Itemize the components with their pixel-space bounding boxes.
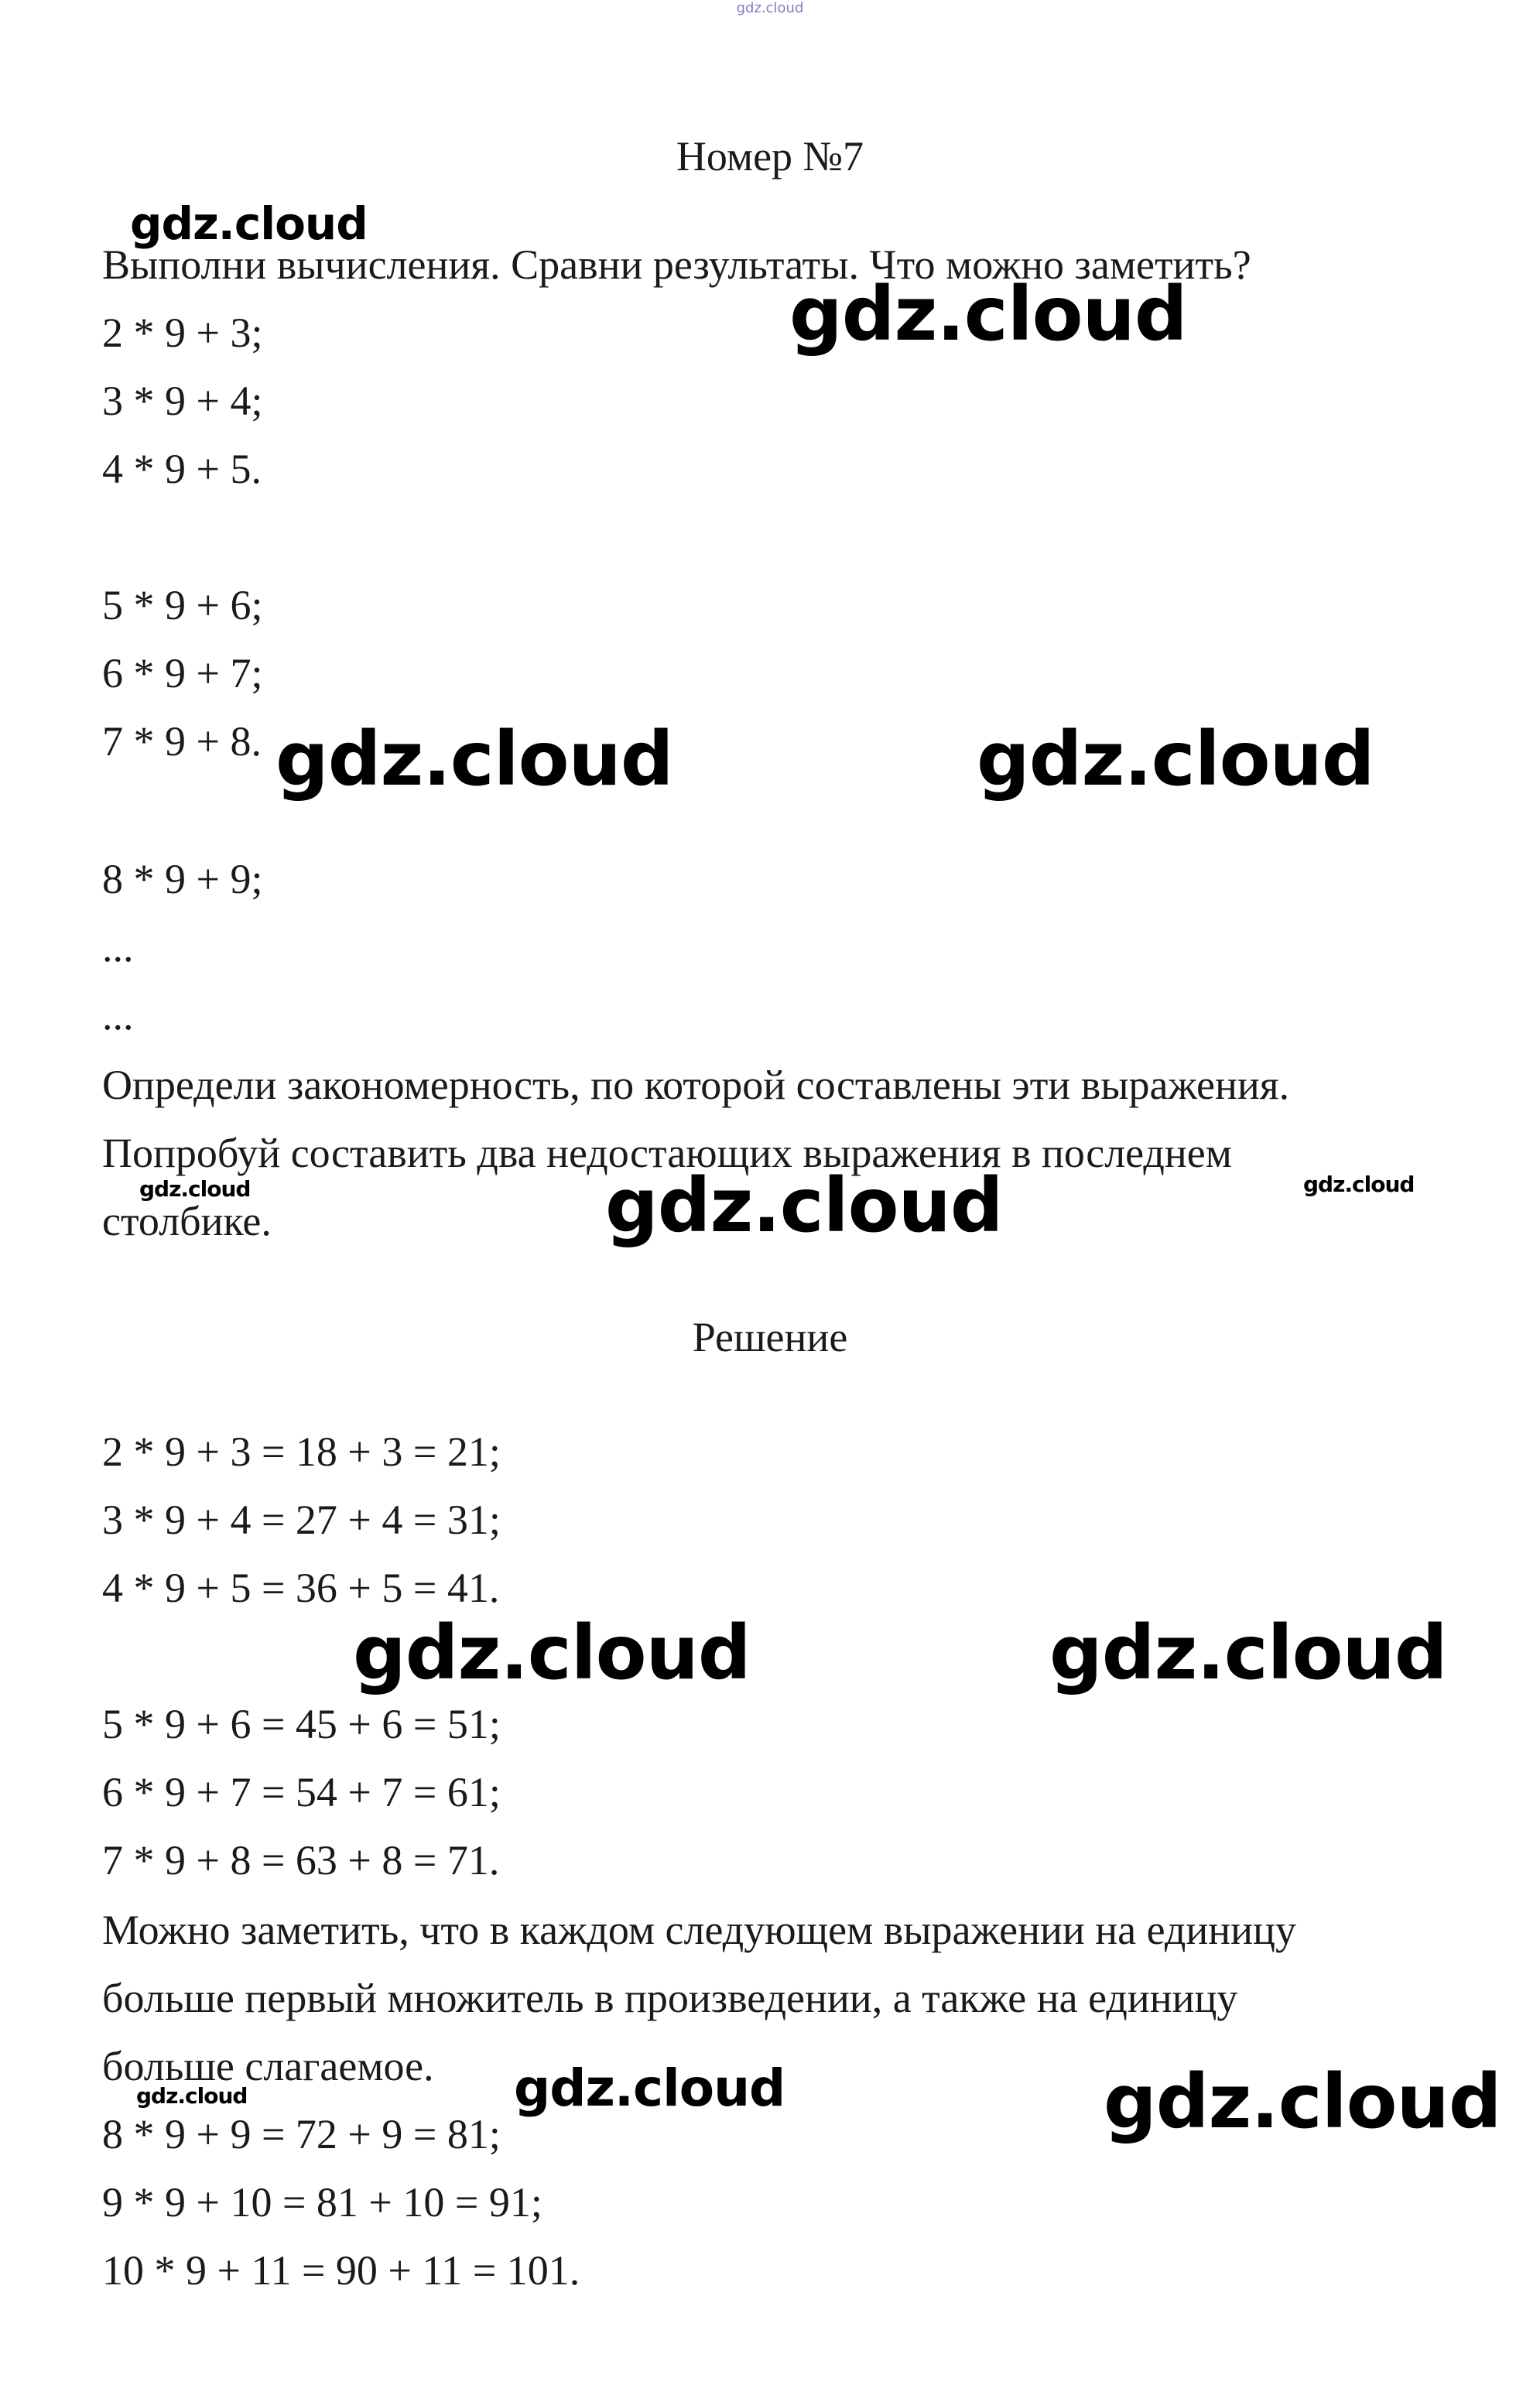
top-watermark: gdz.cloud bbox=[736, 0, 804, 16]
task-expression: 4 * 9 + 5. bbox=[102, 446, 262, 492]
watermark-text: gdz.cloud bbox=[514, 2058, 785, 2118]
solution-expression: 7 * 9 + 8 = 63 + 8 = 71. bbox=[102, 1837, 500, 1883]
watermark-text: gdz.cloud bbox=[136, 2083, 248, 2109]
solution-explanation: Можно заметить, что в каждом следующем выражении на единицу bbox=[102, 1907, 1296, 1953]
solution-expression: 3 * 9 + 4 = 27 + 4 = 31; bbox=[102, 1497, 501, 1543]
task-question: Выполни вычисления. Сравни результаты. Что можно заметить? bbox=[102, 241, 1251, 288]
task-expression: 7 * 9 + 8. bbox=[102, 718, 262, 765]
watermark-text: gdz.cloud bbox=[789, 271, 1187, 358]
problem-title: Номер №7 bbox=[676, 133, 864, 180]
solution-expression: 10 * 9 + 11 = 90 + 11 = 101. bbox=[102, 2247, 580, 2294]
watermark-text: gdz.cloud bbox=[353, 1610, 751, 1696]
solution-explanation: больше слагаемое. bbox=[102, 2043, 434, 2089]
task-expression: 5 * 9 + 6; bbox=[102, 582, 263, 628]
solution-heading: Решение bbox=[692, 1314, 848, 1360]
task-expression: 8 * 9 + 9; bbox=[102, 856, 263, 902]
solution-expression: 9 * 9 + 10 = 81 + 10 = 91; bbox=[102, 2179, 542, 2226]
task-expression: 2 * 9 + 3; bbox=[102, 310, 263, 356]
watermark-text: gdz.cloud bbox=[977, 716, 1374, 802]
task-instruction: столбике. bbox=[102, 1198, 272, 1244]
task-ellipsis: ... bbox=[102, 924, 134, 970]
task-expression: 6 * 9 + 7; bbox=[102, 650, 263, 696]
task-instruction: Определи закономерность, по которой составлены эти выражения. bbox=[102, 1062, 1290, 1108]
watermark-text: gdz.cloud bbox=[130, 197, 368, 250]
watermark-text: gdz.cloud bbox=[1303, 1172, 1415, 1197]
solution-expression: 6 * 9 + 7 = 54 + 7 = 61; bbox=[102, 1769, 501, 1815]
watermark-text: gdz.cloud bbox=[139, 1176, 251, 1202]
solution-expression: 5 * 9 + 6 = 45 + 6 = 51; bbox=[102, 1701, 501, 1747]
task-expression: 3 * 9 + 4; bbox=[102, 378, 263, 424]
watermark-text: gdz.cloud bbox=[1104, 2058, 1501, 2145]
task-instruction: Попробуй составить два недостающих выражения в последнем bbox=[102, 1130, 1232, 1176]
watermark-text: gdz.cloud bbox=[1049, 1610, 1447, 1696]
solution-expression: 8 * 9 + 9 = 72 + 9 = 81; bbox=[102, 2111, 501, 2157]
solution-expression: 2 * 9 + 3 = 18 + 3 = 21; bbox=[102, 1428, 501, 1475]
watermark-text: gdz.cloud bbox=[275, 716, 673, 802]
watermark-text: gdz.cloud bbox=[605, 1162, 1003, 1249]
solution-explanation: больше первый множитель в произведении, а также на единицу bbox=[102, 1975, 1238, 2021]
task-ellipsis: ... bbox=[102, 992, 134, 1038]
solution-expression: 4 * 9 + 5 = 36 + 5 = 41. bbox=[102, 1565, 500, 1611]
